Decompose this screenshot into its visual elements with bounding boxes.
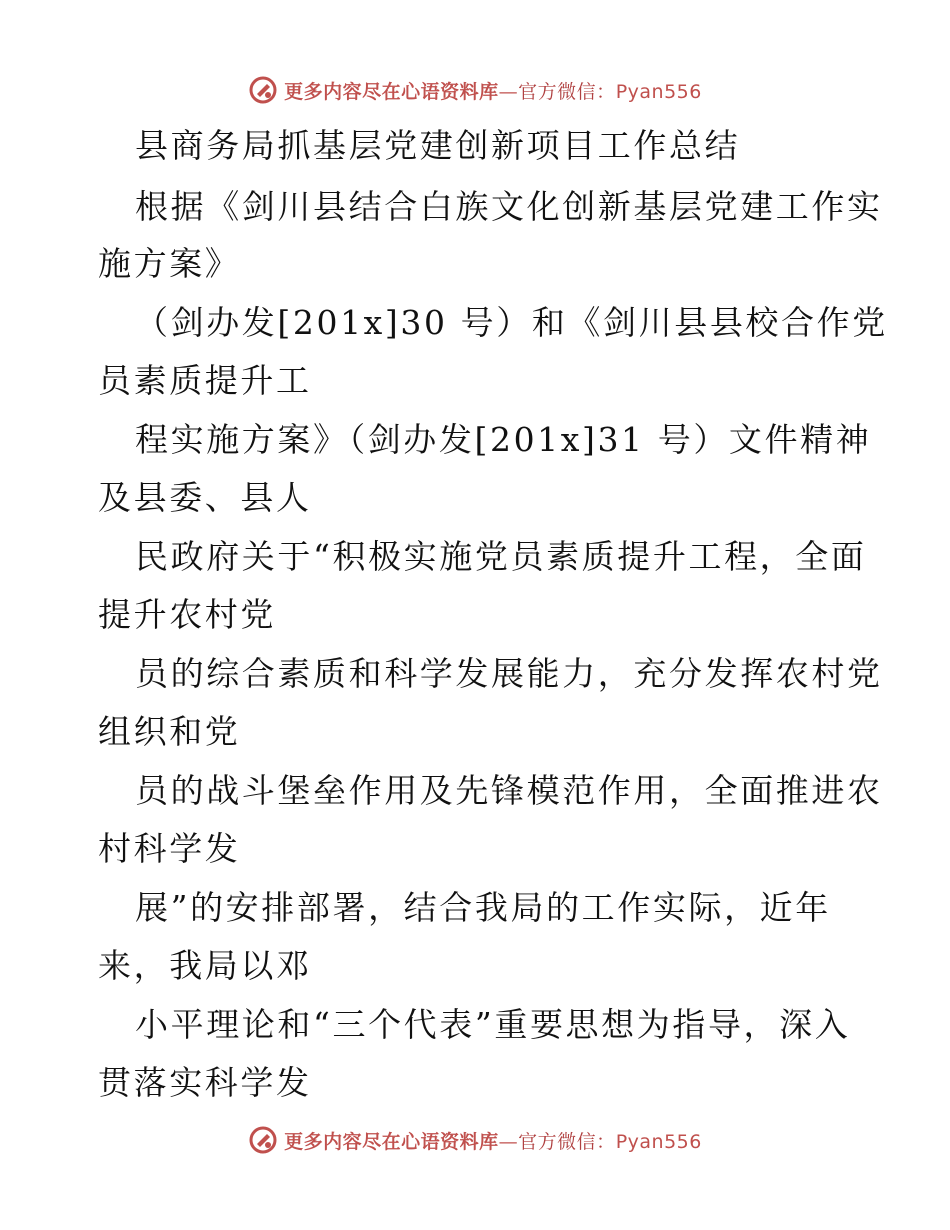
watermark-dash: — [498,80,519,103]
text-line: 程实施方案》（剑办发[201x]31 号）文件精神 [135,420,872,459]
text-line: 村科学发 [98,829,241,868]
text-line: 根据《剑川县结合白族文化创新基层党建工作实 [135,187,883,226]
watermark-wechat-id: Pyan556 [615,80,702,103]
text-line: 施方案》 [98,244,241,283]
logo-icon [248,75,278,105]
watermark-brand: 更多内容尽在心语资料库 [284,80,499,103]
header-watermark [0,72,950,108]
watermark-official: 官方微信： [518,1130,616,1153]
text-line: （剑办发[201x]30 号）和《剑川县县校合作党 [135,303,888,342]
text-line: 员的战斗堡垒作用及先锋模范作用，全面推进农 [135,771,883,810]
text-line: 提升农村党 [98,595,276,634]
text-line: 小平理论和“三个代表”重要思想为指导，深入 [135,1005,851,1044]
footer-watermark [0,1122,950,1158]
text-line: 民政府关于“积极实施党员素质提升工程，全面 [135,537,867,576]
watermark-official: 官方微信： [518,80,616,103]
text-line: 及县委、县人 [98,478,312,517]
watermark-brand: 更多内容尽在心语资料库 [284,1130,499,1153]
logo-icon [248,1125,278,1155]
text-line: 展”的安排部署，结合我局的工作实际，近年 [135,888,831,927]
document-title: 县商务局抓基层党建创新项目工作总结 [135,126,741,165]
text-line: 贯落实科学发 [98,1063,312,1102]
text-line: 员的综合素质和科学发展能力，充分发挥农村党 [135,654,883,693]
watermark-dash: — [498,1130,519,1153]
text-line: 组织和党 [98,712,241,751]
text-line: 员素质提升工 [98,361,312,400]
text-line: 来，我局以邓 [98,946,312,985]
watermark-wechat-id: Pyan556 [615,1130,702,1153]
